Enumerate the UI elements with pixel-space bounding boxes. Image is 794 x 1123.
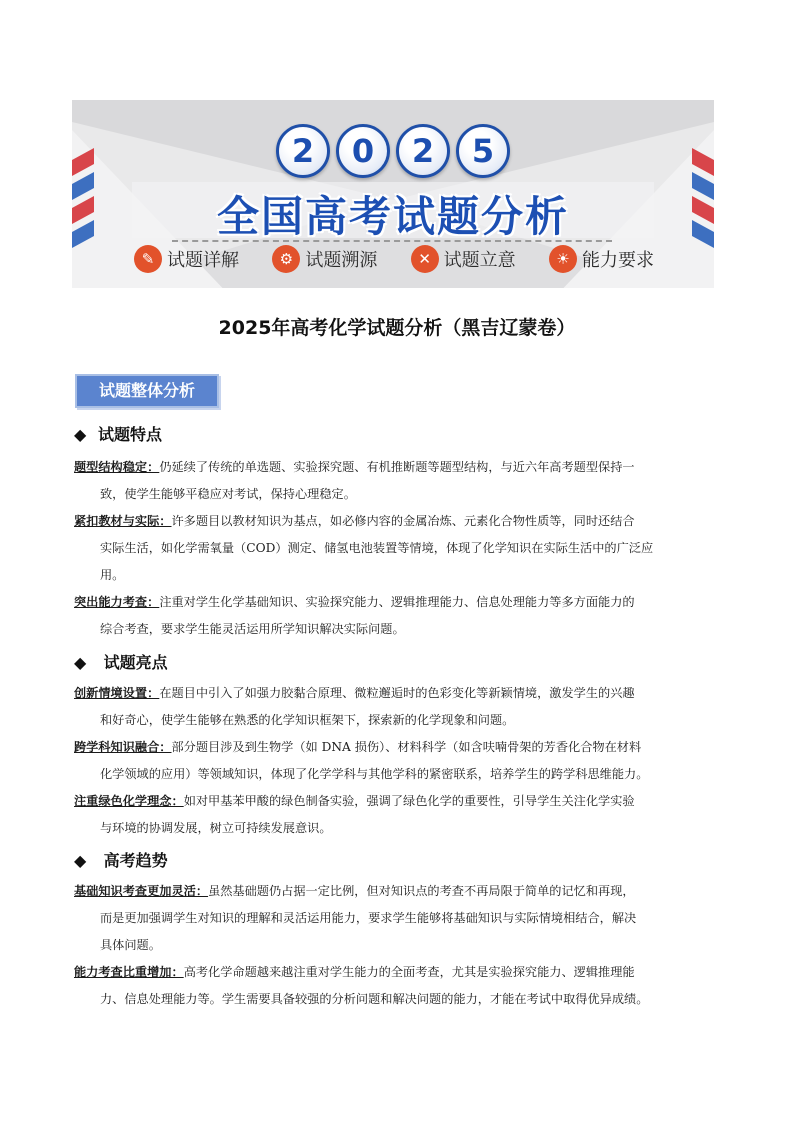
paragraph: [74, 589, 724, 643]
tag-label: 试题详解: [167, 250, 239, 271]
section-heading-text: 试题亮点: [103, 653, 168, 672]
document-title: 2025年高考化学试题分析（黑吉辽蒙卷）: [218, 317, 576, 339]
paragraph: [74, 454, 724, 508]
paragraph-line: 实际生活，如化学需氧量（COD）测定、储氢电池装置等情境，体现了化学知识在实际生活中的广泛应: [100, 541, 654, 555]
paragraph: [74, 508, 724, 589]
paragraph: [74, 734, 724, 788]
paragraph-line: 注重对学生化学基础知识、实验探究能力、逻辑推理能力、信息处理能力等多方面能力的: [159, 595, 635, 609]
paragraph: [74, 878, 724, 959]
diamond-bullet-icon: ◆: [74, 653, 87, 672]
paragraph-line: 许多题目以教材知识为基点，如必修内容的金属冶炼、元素化合物性质等，同时还结合: [171, 514, 635, 528]
lightbulb-icon: ☀: [549, 245, 577, 273]
paragraph: [74, 680, 724, 734]
paragraph-line: 用。: [100, 568, 125, 582]
dashed-divider: [172, 240, 612, 242]
paragraph-line: 如对甲基苯甲酸的绿色制备实验，强调了绿色化学的重要性，引导学生关注化学实验: [183, 794, 635, 808]
paragraph-line: 和好奇心，使学生能够在熟悉的化学知识框架下，探索新的化学现象和问题。: [100, 713, 515, 727]
paragraph-line: 虽然基础题仍占据一定比例，但对知识点的考查不再局限于简单的记忆和再现，: [208, 884, 635, 898]
paragraph-line: 致，使学生能够平稳应对考试，保持心理稳定。: [100, 487, 356, 501]
section-heading-text: 试题特点: [98, 425, 163, 444]
paragraph-lead: 紧扣教材与实际：: [74, 514, 172, 528]
paragraph-line: 化学领域的应用）等领域知识，体现了化学学科与其他学科的紧密联系，培养学生的跨学科思维能力。: [100, 767, 649, 781]
paragraph-line: 具体问题。: [100, 938, 161, 952]
tag-item: [272, 245, 377, 273]
tag-item: [411, 245, 516, 273]
paragraph: [74, 959, 724, 1013]
paragraph-line: 而是更加强调学生对知识的理解和灵活运用能力，要求学生能够将基础知识与实际情境相结合，解决: [100, 911, 637, 925]
year-digit: 5: [456, 124, 510, 178]
diamond-bullet-icon: ◆: [74, 425, 87, 444]
paragraph-lead: 题型结构稳定：: [74, 460, 160, 474]
paragraph: [74, 788, 724, 842]
banner-title: 全国高考试题分析: [216, 192, 569, 241]
paragraph-line: 综合考查，要求学生能灵活运用所学知识解决实际问题。: [100, 622, 405, 636]
section-heading: [74, 650, 168, 673]
paragraph-lead: 突出能力考查：: [74, 595, 160, 609]
year-badge: [72, 124, 714, 178]
paragraph-lead: 创新情境设置：: [74, 686, 160, 700]
tag-item: [134, 245, 239, 273]
paragraph-line: 高考化学命题越来越注重对学生能力的全面考查，尤其是实验探究能力、逻辑推理能: [183, 965, 635, 979]
year-digit: 2: [396, 124, 450, 178]
tools-icon: ✕: [411, 245, 439, 273]
paragraph-lead: 基础知识考查更加灵活：: [74, 884, 209, 898]
paragraph-line: 在题目中引入了如强力胶黏合原理、微粒邂逅时的色彩变化等新颖情境，激发学生的兴趣: [159, 686, 635, 700]
tag-item: [549, 245, 654, 273]
paragraph-line: 部分题目涉及到生物学（如 DNA 损伤）、材料科学（如含呋喃骨架的芳香化合物在材料: [171, 740, 642, 754]
gear-icon: ⚙: [272, 245, 300, 273]
section-heading: [74, 422, 162, 445]
tag-label: 能力要求: [581, 250, 654, 271]
paragraph-line: 力、信息处理能力等。学生需要具备较强的分析问题和解决问题的能力，才能在考试中取得优异成绩。: [100, 992, 649, 1006]
tag-label: 试题溯源: [305, 250, 378, 271]
year-digit: 0: [336, 124, 390, 178]
header-banner: [72, 100, 714, 298]
year-digit: 2: [276, 124, 330, 178]
section-heading: [74, 848, 168, 871]
document-icon: ✎: [134, 245, 162, 273]
section-heading-text: 高考趋势: [103, 851, 168, 870]
diamond-bullet-icon: ◆: [74, 851, 87, 870]
paragraph-line: 仍延续了传统的单选题、实验探究题、有机推断题等题型结构，与近六年高考题型保持一: [159, 460, 635, 474]
banner-tags: [134, 245, 654, 273]
paragraph-line: 与环境的协调发展，树立可持续发展意识。: [100, 821, 332, 835]
tag-label: 试题立意: [443, 250, 516, 271]
paragraph-lead: 跨学科知识融合：: [74, 740, 172, 754]
paragraph-lead: 能力考查比重增加：: [74, 965, 184, 979]
paragraph-lead: 注重绿色化学理念：: [74, 794, 184, 808]
section-label: 试题整体分析: [75, 374, 219, 408]
